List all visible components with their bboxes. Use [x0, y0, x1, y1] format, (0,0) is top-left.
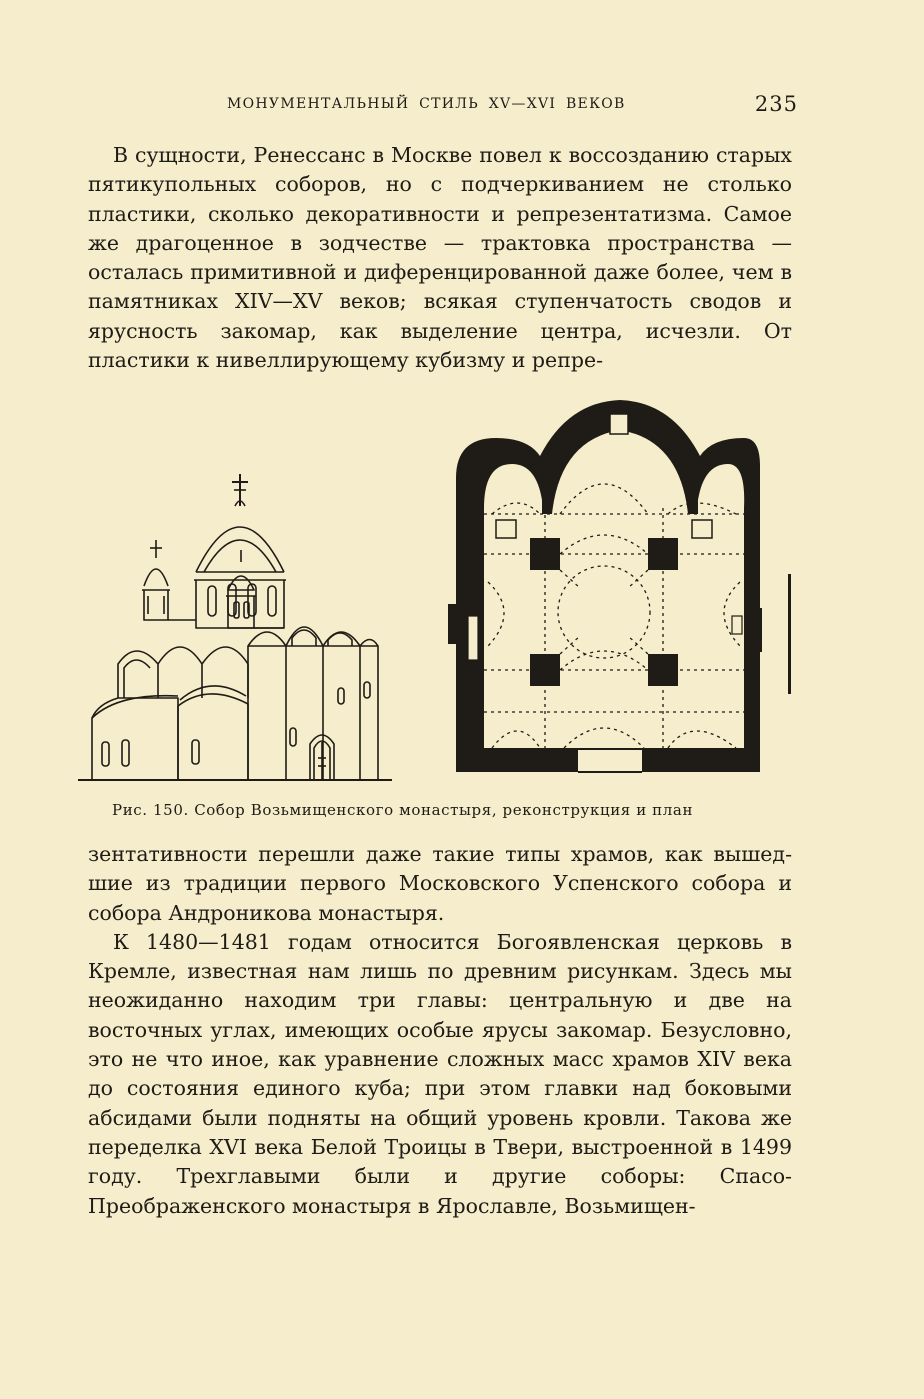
cathedral-elevation-drawing-icon	[78, 468, 396, 786]
paragraph-continuation: зентативности перешли даже такие типы храмов, как вышедшие из традиции первого Московского Успенского собора и собора Андроникова монастыря.	[88, 842, 792, 925]
running-title: МОНУМЕНТАЛЬНЫЙ СТИЛЬ XV—XVI ВЕКОВ	[227, 96, 626, 112]
cathedral-floor-plan-drawing-icon	[448, 396, 798, 782]
body-text-bottom	[88, 840, 792, 1221]
body-text-top	[88, 141, 792, 375]
paragraph-renaissance: В сущности, Ренессанс в Москве повел к воссозданию старых пятикупольных соборов, но с подчеркиванием не столько пластики, сколько декоративности и репрезентатизма. Самое же драгоценное в зодчестве — трактовка пространства — осталась примитивной и диференцированной даже более, чем в памятниках XIV—XV веков; всякая ступенчатость сводов и ярусность закомар, как выделение центра, исчезли. От пластики к нивеллирующему кубизму и репре-	[88, 143, 792, 373]
page-number: 235	[754, 92, 798, 116]
figure-caption: Рис. 150. Собор Возьмищенского монастыря, реконструкция и план	[112, 801, 694, 819]
paragraph-epiphany-church: К 1480—1481 годам относится Богоявленская церковь в Кремле, известная нам лишь по древним рисункам. Здесь мы неожиданно находим три главы: центральную и две на восточных углах, имеющих особые ярусы закомар. Безусловно, это не что иное, как уравнение сложных масс храмов XIV века до состояния единого куба; при этом главки над боковыми абсидами были подняты на общий уровень кровли. Такова же переделка XVI века Белой Троицы в Твери, выстроенной в 1499 году. Трехглавыми были и другие соборы: Спасо-Преображенского монастыря в Ярославле, Возьмищен-	[88, 929, 792, 1218]
running-head	[213, 92, 798, 116]
